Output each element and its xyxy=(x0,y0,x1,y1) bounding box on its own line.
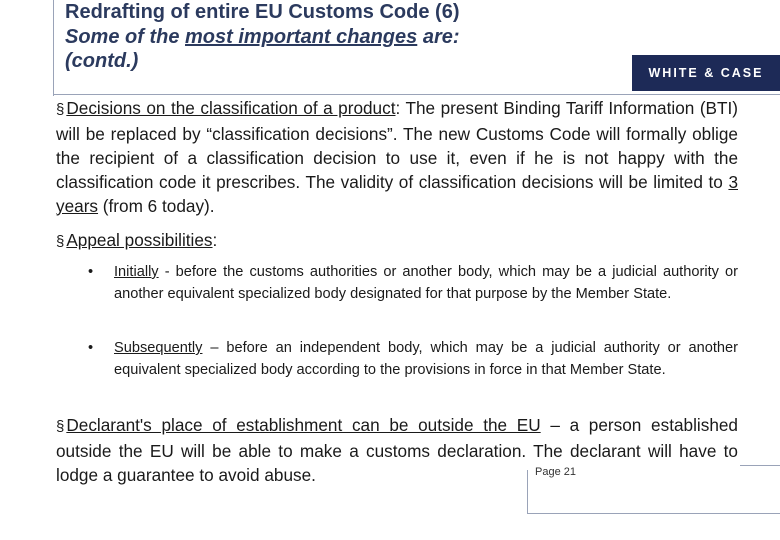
declarant-body: – a person established outside the EU will be able to make a customs declaration. The declarant will have to lodge a guarantee to avoid abuse. xyxy=(56,415,738,485)
footer-divider xyxy=(527,513,780,514)
appeal-heading: Appeal possibilities xyxy=(66,230,213,250)
bullet-dot-icon: • xyxy=(88,340,94,356)
title-line-2-pre: Some of the xyxy=(65,26,186,48)
header-divider xyxy=(53,94,780,95)
bullet-dot-icon: • xyxy=(88,264,94,280)
sub-item-initially-text xyxy=(88,261,738,305)
paragraph-appeal xyxy=(56,228,738,254)
section-bullet-icon: § xyxy=(56,418,65,435)
page-number: Page 21 xyxy=(535,466,576,478)
initially-body: - before the customs authorities or another body, which may be a judicial authority or another equivalent specialized body designated for that purpose by the Member State. xyxy=(114,264,738,302)
sub-item-subsequently-text xyxy=(88,337,738,381)
initially-label: Initially xyxy=(114,264,159,280)
title-line-2-underlined: most important changes xyxy=(185,26,418,48)
decisions-body-b: (from 6 today). xyxy=(98,196,215,216)
paragraph-decisions xyxy=(56,96,738,218)
subsequently-body: – before an independent body, which may be a judicial authority or another equivalent specialized body according to the provisions in force in that Member State. xyxy=(114,340,738,378)
sub-item-initially xyxy=(88,261,738,305)
section-bullet-icon: § xyxy=(56,101,65,118)
paragraph-declarant xyxy=(56,413,738,487)
title-line-1: Redrafting of entire EU Customs Code (6) xyxy=(65,1,460,23)
sub-item-subsequently xyxy=(88,337,738,381)
section-bullet-icon: § xyxy=(56,233,65,250)
left-vertical-rule xyxy=(53,0,54,96)
subsequently-label: Subsequently xyxy=(114,340,203,356)
decisions-heading: Decisions on the classification of a product xyxy=(66,98,396,118)
white-case-logo: WHITE & CASE xyxy=(632,55,780,91)
title-line-2 xyxy=(65,25,605,49)
footer-corner-rule xyxy=(740,465,780,466)
slide-title xyxy=(65,0,605,73)
decisions-validity-years: 3 years xyxy=(56,172,738,216)
decisions-body-a: : The present Binding Tariff Information (BTI) will be replaced by “classification decisions”. The new Customs Code will formally oblige the recipient of a classification decision to use it, even if he is not happy with the classification code it prescribes. The validity of classification decisions will be limited to xyxy=(56,98,739,192)
title-line-2-post: are: xyxy=(417,26,460,48)
appeal-colon: : xyxy=(212,230,218,250)
title-line-3: (contd.) xyxy=(65,50,139,72)
declarant-heading: Declarant's place of establishment can be outside the EU xyxy=(66,415,541,435)
